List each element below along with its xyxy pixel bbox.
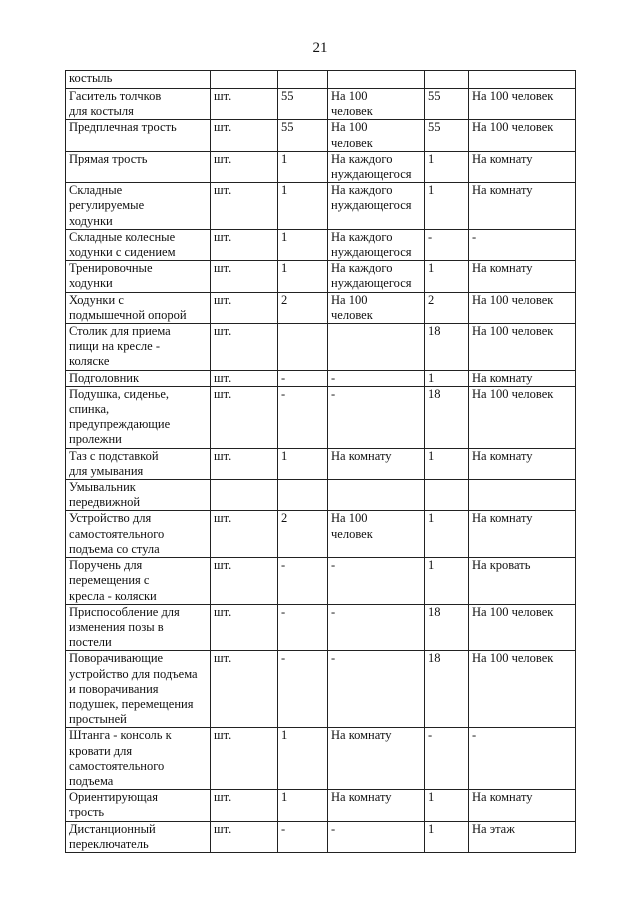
cell-name: Ориентирующая трость [66, 790, 211, 821]
cell-norm2: На комнату [469, 151, 576, 182]
table-row [66, 604, 576, 651]
cell-norm2: На комнату [469, 183, 576, 230]
cell-norm2: - [469, 229, 576, 260]
cell-name: Поворачивающие устройство для подъема и поворачивания подушек, перемещения простыней [66, 651, 211, 728]
cell-norm1 [328, 71, 425, 89]
cell-norm1: На 100 человек [328, 120, 425, 151]
cell-qty1: - [278, 821, 328, 852]
cell-norm1: - [328, 386, 425, 448]
table-row [66, 790, 576, 821]
cell-name: Поручень для перемещения с кресла - коляски [66, 558, 211, 605]
cell-qty2: 18 [425, 386, 469, 448]
table-row [66, 370, 576, 386]
table-row [66, 324, 576, 371]
cell-qty2: 1 [425, 370, 469, 386]
cell-norm1: На каждого нуждающегося [328, 229, 425, 260]
cell-unit [211, 480, 278, 511]
cell-name: Устройство для самостоятельного подъема со стула [66, 511, 211, 558]
cell-norm2: На комнату [469, 511, 576, 558]
cell-qty1: 1 [278, 261, 328, 292]
cell-norm2 [469, 71, 576, 89]
cell-unit: шт. [211, 821, 278, 852]
table-row [66, 448, 576, 479]
cell-norm2: На 100 человек [469, 292, 576, 323]
cell-qty2: 18 [425, 604, 469, 651]
table-row [66, 229, 576, 260]
cell-norm1 [328, 324, 425, 371]
cell-norm1: На каждого нуждающегося [328, 183, 425, 230]
cell-norm1: - [328, 821, 425, 852]
cell-norm2: На 100 человек [469, 386, 576, 448]
cell-name: Столик для приема пищи на кресле - коляске [66, 324, 211, 371]
cell-name: Складные регулируемые ходунки [66, 183, 211, 230]
cell-unit: шт. [211, 511, 278, 558]
cell-name: костыль [66, 71, 211, 89]
cell-norm1: - [328, 604, 425, 651]
cell-qty2: 1 [425, 261, 469, 292]
cell-qty2: 1 [425, 511, 469, 558]
cell-qty1: 55 [278, 89, 328, 120]
table-row [66, 183, 576, 230]
cell-qty1: - [278, 558, 328, 605]
cell-norm2: На 100 человек [469, 120, 576, 151]
cell-norm1: На каждого нуждающегося [328, 151, 425, 182]
table-row [66, 120, 576, 151]
cell-name: Подушка, сиденье, спинка, предупреждающие пролежни [66, 386, 211, 448]
cell-norm1: На комнату [328, 728, 425, 790]
cell-qty2: 55 [425, 89, 469, 120]
cell-norm1: На 100 человек [328, 292, 425, 323]
cell-name: Складные колесные ходунки с сидением [66, 229, 211, 260]
cell-norm2: На комнату [469, 370, 576, 386]
table-row [66, 292, 576, 323]
table-row [66, 151, 576, 182]
cell-name: Предплечная трость [66, 120, 211, 151]
cell-qty1: - [278, 386, 328, 448]
cell-qty1: 1 [278, 790, 328, 821]
cell-norm2: На комнату [469, 261, 576, 292]
cell-name: Прямая трость [66, 151, 211, 182]
cell-unit: шт. [211, 89, 278, 120]
cell-unit: шт. [211, 229, 278, 260]
table-row [66, 651, 576, 728]
cell-norm2: На 100 человек [469, 651, 576, 728]
table-row [66, 821, 576, 852]
cell-unit: шт. [211, 324, 278, 371]
cell-qty1: 55 [278, 120, 328, 151]
cell-name: Таз с подставкой для умывания [66, 448, 211, 479]
cell-unit: шт. [211, 261, 278, 292]
cell-unit: шт. [211, 370, 278, 386]
cell-norm2: На кровать [469, 558, 576, 605]
cell-norm1: На 100 человек [328, 89, 425, 120]
cell-norm2: - [469, 728, 576, 790]
cell-unit: шт. [211, 604, 278, 651]
cell-name: Приспособление для изменения позы в постели [66, 604, 211, 651]
cell-qty2: 1 [425, 790, 469, 821]
cell-qty2: 18 [425, 651, 469, 728]
cell-norm1: На комнату [328, 790, 425, 821]
cell-norm2: На этаж [469, 821, 576, 852]
cell-qty2: 1 [425, 151, 469, 182]
cell-name: Подголовник [66, 370, 211, 386]
cell-name: Тренировочные ходунки [66, 261, 211, 292]
cell-name: Дистанционный переключатель [66, 821, 211, 852]
cell-qty1: 1 [278, 229, 328, 260]
cell-qty2: 18 [425, 324, 469, 371]
cell-qty2: 1 [425, 821, 469, 852]
cell-norm2: На 100 человек [469, 324, 576, 371]
cell-unit: шт. [211, 728, 278, 790]
table-row [66, 511, 576, 558]
equipment-table [65, 70, 576, 853]
cell-norm1: - [328, 651, 425, 728]
cell-qty1: 2 [278, 511, 328, 558]
cell-norm1: - [328, 558, 425, 605]
table-row [66, 728, 576, 790]
cell-norm2: На комнату [469, 790, 576, 821]
cell-qty2 [425, 71, 469, 89]
cell-qty1: 1 [278, 183, 328, 230]
cell-unit: шт. [211, 151, 278, 182]
cell-qty1: 1 [278, 728, 328, 790]
cell-norm2 [469, 480, 576, 511]
cell-unit: шт. [211, 448, 278, 479]
cell-name: Штанга - консоль к кровати для самостоятельного подъема [66, 728, 211, 790]
cell-qty2: 1 [425, 558, 469, 605]
cell-unit: шт. [211, 183, 278, 230]
cell-qty1: - [278, 604, 328, 651]
cell-qty2: 1 [425, 448, 469, 479]
cell-name: Умывальник передвижной [66, 480, 211, 511]
table-row [66, 386, 576, 448]
cell-norm1: На комнату [328, 448, 425, 479]
table-row [66, 261, 576, 292]
cell-norm2: На 100 человек [469, 89, 576, 120]
cell-qty1: - [278, 651, 328, 728]
cell-norm1: На 100 человек [328, 511, 425, 558]
table-row [66, 480, 576, 511]
cell-norm1: - [328, 370, 425, 386]
cell-unit: шт. [211, 558, 278, 605]
cell-qty2: - [425, 728, 469, 790]
table-row [66, 89, 576, 120]
cell-qty1: 1 [278, 448, 328, 479]
cell-qty2: - [425, 229, 469, 260]
cell-qty1 [278, 480, 328, 511]
cell-name: Гаситель толчков для костыля [66, 89, 211, 120]
table-row [66, 558, 576, 605]
table-body [66, 71, 576, 853]
cell-name: Ходунки с подмышечной опорой [66, 292, 211, 323]
cell-norm2: На 100 человек [469, 604, 576, 651]
cell-norm1 [328, 480, 425, 511]
cell-unit: шт. [211, 790, 278, 821]
cell-qty2: 55 [425, 120, 469, 151]
cell-qty2: 1 [425, 183, 469, 230]
cell-qty2 [425, 480, 469, 511]
cell-qty1: 1 [278, 151, 328, 182]
cell-unit [211, 71, 278, 89]
cell-unit: шт. [211, 651, 278, 728]
cell-unit: шт. [211, 120, 278, 151]
table-row [66, 71, 576, 89]
cell-unit: шт. [211, 386, 278, 448]
cell-qty2: 2 [425, 292, 469, 323]
cell-qty1: 2 [278, 292, 328, 323]
cell-norm2: На комнату [469, 448, 576, 479]
page-number: 21 [312, 40, 328, 56]
cell-norm1: На каждого нуждающегося [328, 261, 425, 292]
cell-qty1 [278, 324, 328, 371]
cell-qty1: - [278, 370, 328, 386]
cell-qty1 [278, 71, 328, 89]
cell-unit: шт. [211, 292, 278, 323]
